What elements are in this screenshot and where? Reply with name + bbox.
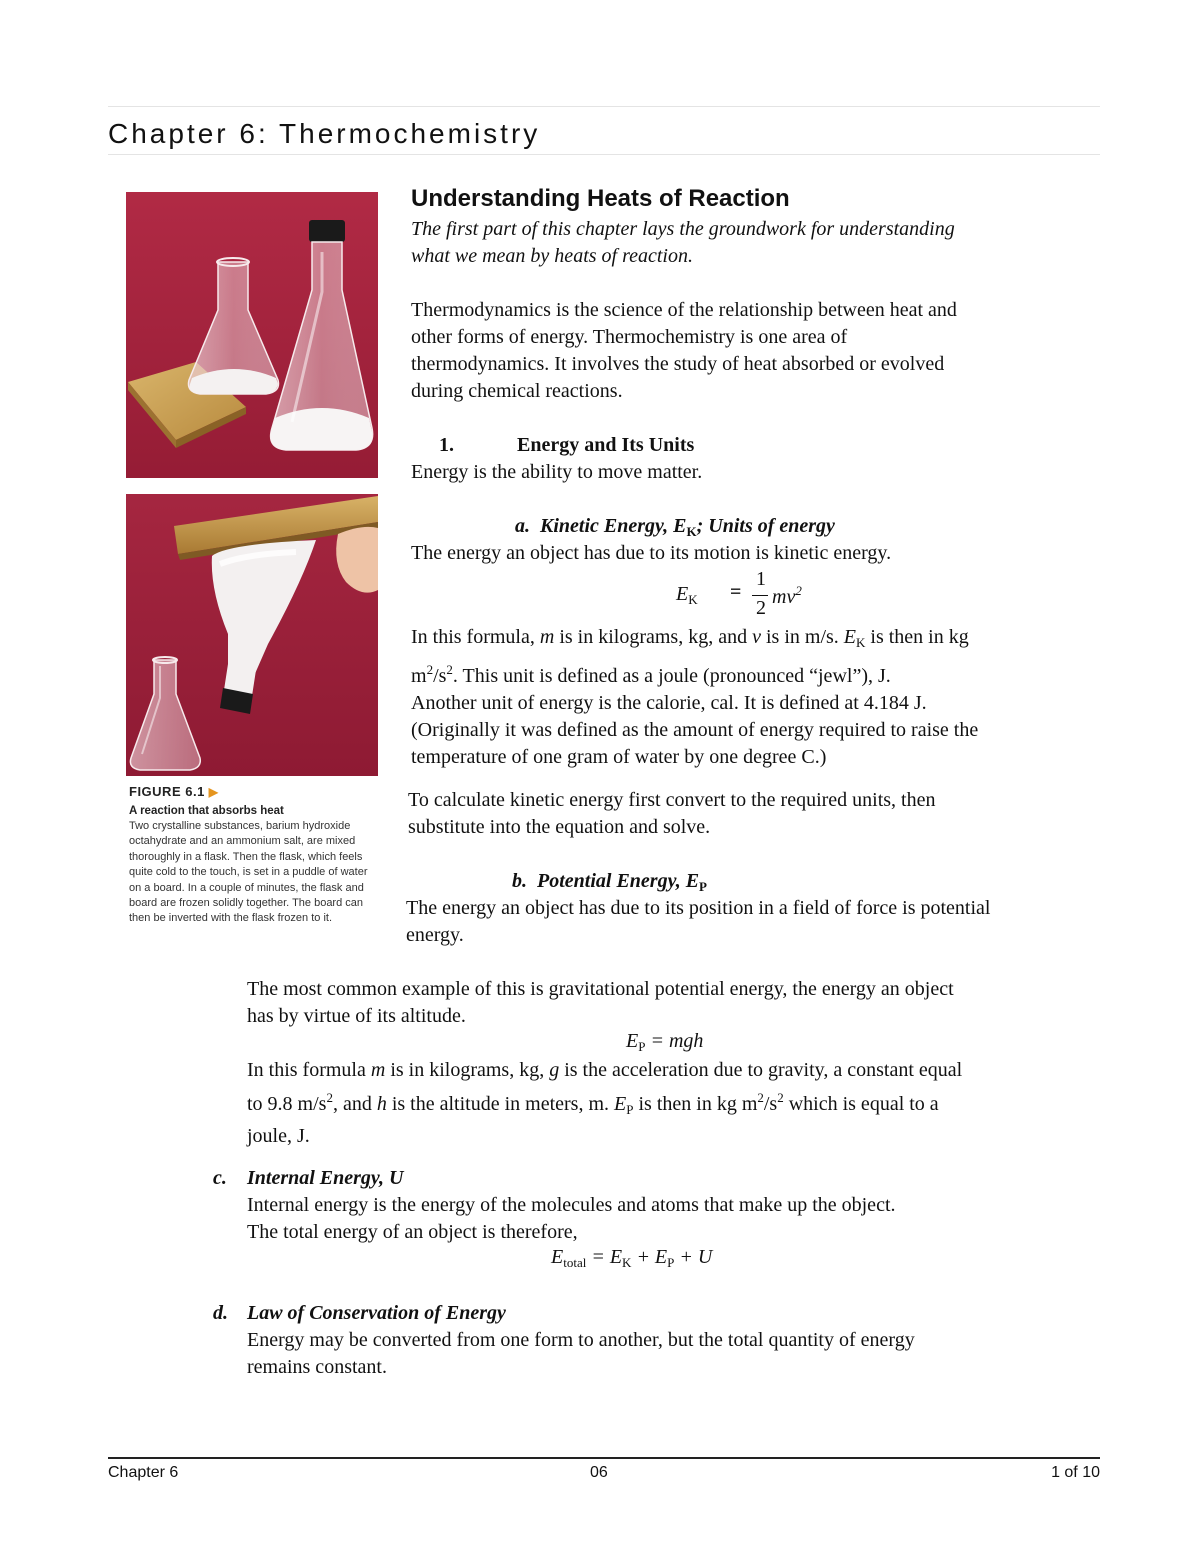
figure-title: A reaction that absorbs heat [129,805,284,817]
intro-line: The first part of this chapter lays the groundwork for understanding [411,218,955,240]
conservation-letter: d. [213,1302,228,1324]
kinetic-heading: a. Kinetic Energy, $E_K$; Units of energy [515,515,835,539]
section-intro [411,216,1101,270]
energy-definition: Energy is the ability to move matter. [411,461,703,483]
figure-caption [129,784,379,927]
calculate-paragraph: To calculate kinetic energy first convert to the required units, then substitute into the equation and solve. [408,789,936,838]
figure-photo-frozen-flask [126,494,378,776]
conservation-paragraph: Energy may be converted from one form to another, but the total quantity of energy remains constant. [247,1329,915,1378]
header-bottom-rule [108,154,1100,155]
internal-paragraph: Internal energy is the energy of the molecules and atoms that make up the object. The total energy of an object is therefore, [247,1194,896,1243]
potential-explanation: In this formula m is in kilograms, kg, g is the acceleration due to gravity, a constant equal to 9.8 $m/s^2$, and h is the altitude in meters, m. $E_P$ is then in kg $m^2/s^2$ which is equal to a joule, J. [247,1059,963,1147]
section-heading: Understanding Heats of Reaction [411,185,790,212]
kinetic-explanation: In this formula, m is in kilograms, kg, and v is in m/s. $E_K$ is then in kg $m^2/s^2$. This unit is defined as a joule (pronounced “jewl”), J. Another unit of energy is the calorie, cal. It is defined at 4.184 J. (Originally it was defined as the amount of energy required to raise the temperature of one gram of water by one degree C.) [411,626,979,768]
footer-rule [108,1457,1100,1459]
paragraph-line: during chemical reactions. [411,380,623,402]
header-top-rule [108,106,1100,107]
paragraph-line: thermodynamics. It involves the study of heat absorbed or evolved [411,353,945,375]
triangle-right-icon: ▶ [208,785,219,799]
potential-heading: b. Potential Energy, $E_P$ [512,870,707,894]
internal-letter: c. [213,1167,227,1189]
page-number: 1 of 10 [1051,1464,1100,1481]
figure-body: Two crystalline substances, barium hydroxide octahydrate and an ammonium salt, are mixed thoroughly in a flask. Then the flask, which feels quite cold to the touch, is set in a puddle of water on a board. In a couple of minutes, the flask and board are frozen solidly together. The board can then be inverted with the flask frozen to it. [129,820,368,925]
energy-units-heading: Energy and Its Units [517,434,695,456]
total-energy-equation: $E_{total} = E_K + E_P + U$ [551,1246,713,1270]
figure-photo-flasks [126,192,378,478]
energy-units-number: 1. [439,434,454,456]
gravitational-example: The most common example of this is gravitational potential energy, the energy an object has by virtue of its altitude. [247,978,954,1027]
footer-chapter: Chapter 6 [108,1464,179,1481]
paragraph-line: other forms of energy. Thermochemistry is one area of [411,326,848,348]
kinetic-definition: The energy an object has due to its motion is kinetic energy. [411,542,892,564]
footer-center: 06 [590,1464,608,1481]
conservation-heading: Law of Conservation of Energy [247,1302,506,1324]
chapter-title: Chapter 6: Thermochemistry [108,118,541,149]
paragraph-line: Thermodynamics is the science of the relationship between heat and [411,299,957,321]
potential-definition: The energy an object has due to its position in a field of force is potential energy. [406,897,991,946]
intro-line: what we mean by heats of reaction. [411,245,693,267]
internal-heading: Internal Energy, U [247,1167,404,1189]
figure-label: FIGURE 6.1 ▶ [129,784,219,799]
kinetic-energy-equation: $E_K$ = 1 2 $mv^2$ [676,568,802,619]
potential-energy-equation: $E_P$ = mgh [626,1030,704,1054]
thermodynamics-paragraph [411,297,1101,405]
